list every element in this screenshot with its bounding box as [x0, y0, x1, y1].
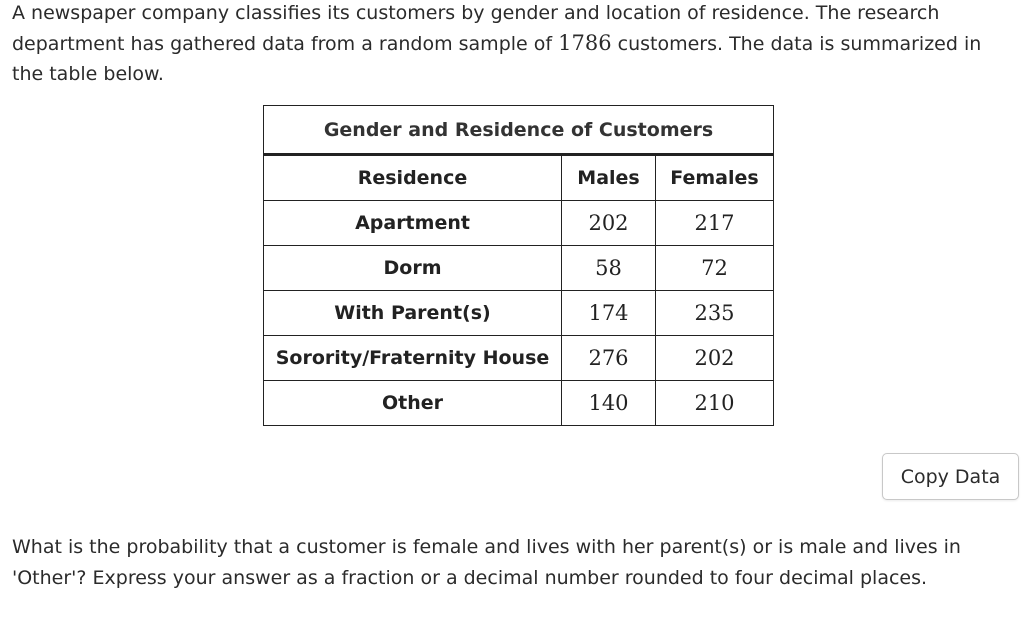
row-label: Apartment [264, 201, 562, 246]
table-row [264, 201, 774, 246]
customer-data-table [263, 105, 774, 426]
females-value: 235 [656, 291, 774, 336]
table-row [264, 246, 774, 291]
males-value: 140 [562, 381, 656, 426]
row-label: Other [264, 381, 562, 426]
row-label: Dorm [264, 246, 562, 291]
sample-size: 1786 [558, 31, 612, 55]
intro-text-part2: customers. The data is summarized in the table below. [12, 33, 982, 85]
females-value: 210 [656, 381, 774, 426]
problem-intro [12, 0, 1017, 89]
table-row [264, 291, 774, 336]
females-value: 217 [656, 201, 774, 246]
copy-data-button[interactable]: Copy Data [882, 453, 1019, 500]
females-value: 72 [656, 246, 774, 291]
row-label: With Parent(s) [264, 291, 562, 336]
header-males: Males [562, 155, 656, 201]
females-value: 202 [656, 336, 774, 381]
table-header-row [264, 155, 774, 201]
header-residence: Residence [264, 155, 562, 201]
intro-text-part1: A newspaper company classifies its customers by gender and location of residence. The research department has gathered data from a random sample of [12, 2, 940, 55]
males-value: 202 [562, 201, 656, 246]
row-label: Sorority/Fraternity House [264, 336, 562, 381]
question-text: What is the probability that a customer is female and lives with her parent(s) or is male and lives in 'Other'? Express your answer as a fraction or a decimal number rounded to four decimal places. [12, 536, 961, 589]
males-value: 276 [562, 336, 656, 381]
males-value: 174 [562, 291, 656, 336]
header-females: Females [656, 155, 774, 201]
table-title: Gender and Residence of Customers [264, 106, 774, 155]
males-value: 58 [562, 246, 656, 291]
table-title-row [264, 106, 774, 155]
table-row [264, 336, 774, 381]
table-row [264, 381, 774, 426]
